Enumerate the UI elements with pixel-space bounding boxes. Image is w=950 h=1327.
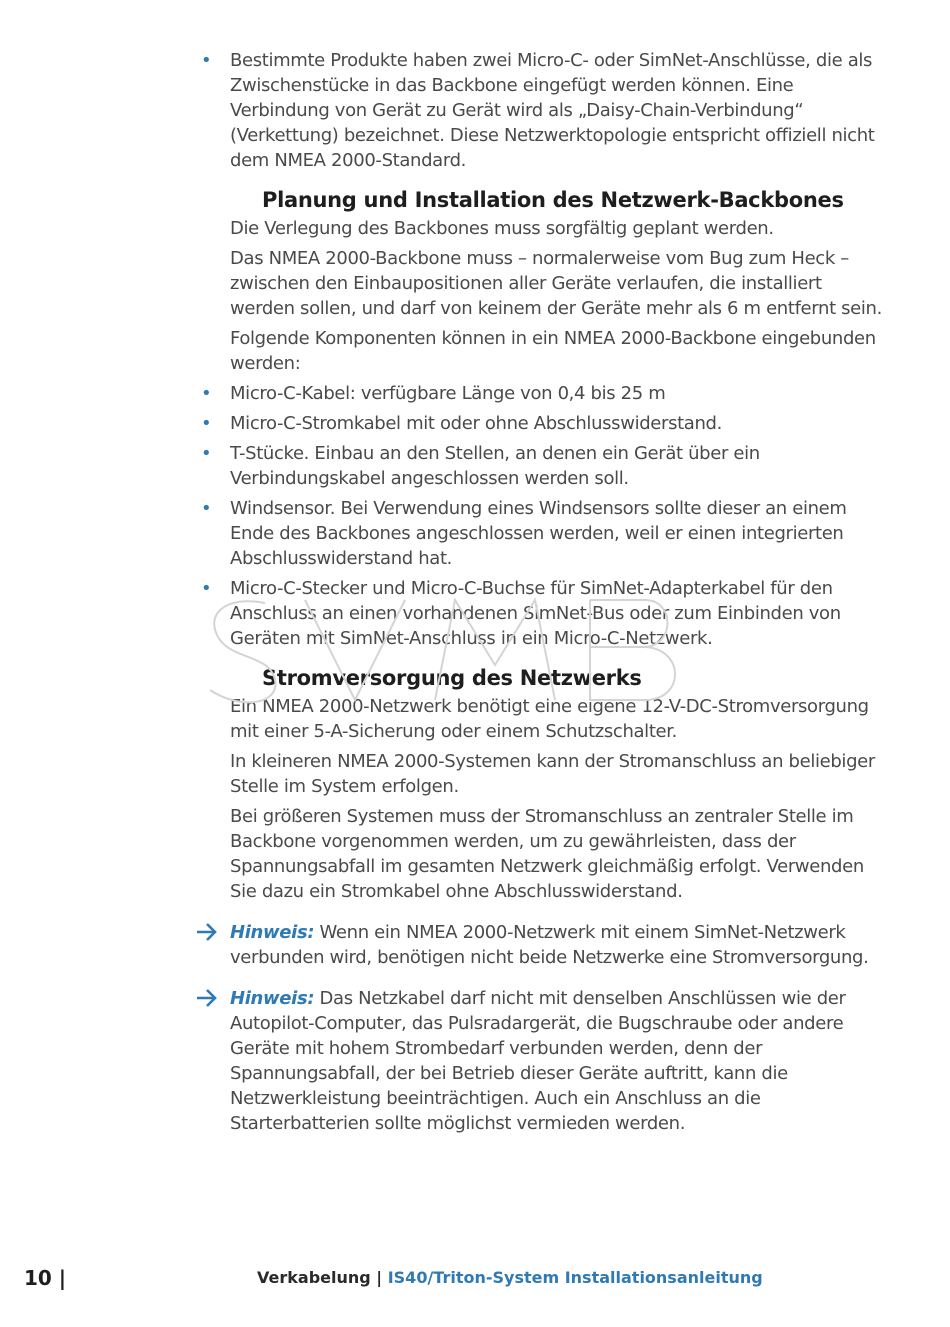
footer-title: [257, 1268, 763, 1287]
page-footer: [0, 1266, 950, 1296]
chapter-name: Verkabelung: [257, 1268, 371, 1287]
note-text: Das Netzkabel darf nicht mit denselben Anschlüssen wie der Autopilot-Computer, das Pulsradargerät, die Bugschraube oder andere Geräte mit hohem Strombedarf verbunden werden, denn der Spannungsabfall, der bei Betrieb dieser Geräte auftritt, kann die Netzwerkleistung beeinträchtigen. Auch ein Anschluss an die Starterbatterien sollte möglichst vermieden werden.: [230, 988, 846, 1134]
paragraph: Das NMEA 2000-Backbone muss – normalerweise vom Bug zum Heck – zwischen den Einbaupositionen aller Geräte verlaufen, die installiert werden sollen, und darf von keinem der Geräte mehr als 6 m entfernt sein.: [230, 248, 882, 319]
arrow-right-icon: [194, 921, 220, 943]
bullet-dot-icon: •: [201, 50, 212, 71]
section-heading-backbone: Planung und Installation des Netzwerk-Backbones: [262, 188, 844, 212]
arrow-right-icon: [194, 987, 220, 1009]
document-title: IS40/Triton-System Installationsanleitung: [387, 1268, 763, 1287]
list-item: • Micro-C-Stromkabel mit oder ohne Abschlusswiderstand.: [201, 413, 722, 434]
list-item: • Micro-C-Kabel: verfügbare Länge von 0,4 bis 25 m: [201, 383, 666, 404]
paragraph: Die Verlegung des Backbones muss sorgfältig geplant werden.: [230, 218, 774, 239]
bullet-dot-icon: •: [201, 443, 212, 464]
list-item: • Windsensor. Bei Verwendung eines Windsensors sollte dieser an einem Ende des Backbones angeschlossen werden, weil er einen integrierten Abschlusswiderstand hat.: [201, 498, 847, 569]
paragraph: Folgende Komponenten können in ein NMEA 2000-Backbone eingebunden werden:: [230, 328, 876, 374]
footer-separator: |: [370, 1268, 388, 1287]
note-label: Hinweis:: [230, 988, 315, 1009]
bullet-dot-icon: •: [201, 578, 212, 599]
note: [230, 986, 890, 1136]
page-content: [201, 48, 890, 1136]
paragraph: In kleineren NMEA 2000-Systemen kann der Stromanschluss an beliebiger Stelle im System erfolgen.: [230, 751, 875, 797]
bullet-dot-icon: •: [201, 498, 212, 519]
page-number: 10 |: [24, 1266, 67, 1290]
paragraph: Ein NMEA 2000-Netzwerk benötigt eine eigene 12-V-DC-Stromversorgung mit einer 5-A-Sicherung oder einem Schutzschalter.: [230, 696, 869, 742]
paragraph: Bei größeren Systemen muss der Stromanschluss an zentraler Stelle im Backbone vorgenommen werden, um zu gewährleisten, dass der Spannungsabfall im gesamten Netzwerk gleichmäßig erfolgt. Verwenden Sie dazu ein Stromkabel ohne Abschlusswiderstand.: [230, 806, 864, 902]
bullet-dot-icon: •: [201, 383, 212, 404]
list-item: • Bestimmte Produkte haben zwei Micro-C- oder SimNet-Anschlüsse, die als Zwischenstücke in das Backbone eingefügt werden können. Eine Verbindung von Gerät zu Gerät wird als „Daisy-Chain-Verbindung“ (Verkettung) bezeichnet. Diese Netzwerktopologie entspricht offiziell nicht dem NMEA 2000-Standard.: [201, 50, 875, 171]
list-item: • T-Stücke. Einbau an den Stellen, an denen ein Gerät über ein Verbindungskabel angeschlossen werden soll.: [201, 443, 760, 489]
section-heading-power: Stromversorgung des Netzwerks: [262, 666, 642, 690]
note-label: Hinweis:: [230, 922, 315, 943]
note-text: Wenn ein NMEA 2000-Netzwerk mit einem SimNet-Netzwerk verbunden wird, benötigen nicht beide Netzwerke eine Stromversorgung.: [230, 922, 869, 968]
bullet-dot-icon: •: [201, 413, 212, 434]
list-item: • Micro-C-Stecker und Micro-C-Buchse für SimNet-Adapterkabel für den Anschluss an einen vorhandenen SimNet-Bus oder zum Einbinden von Geräten mit SimNet-Anschluss in ein Micro-C-Netzwerk.: [201, 578, 841, 649]
note: [230, 920, 890, 970]
